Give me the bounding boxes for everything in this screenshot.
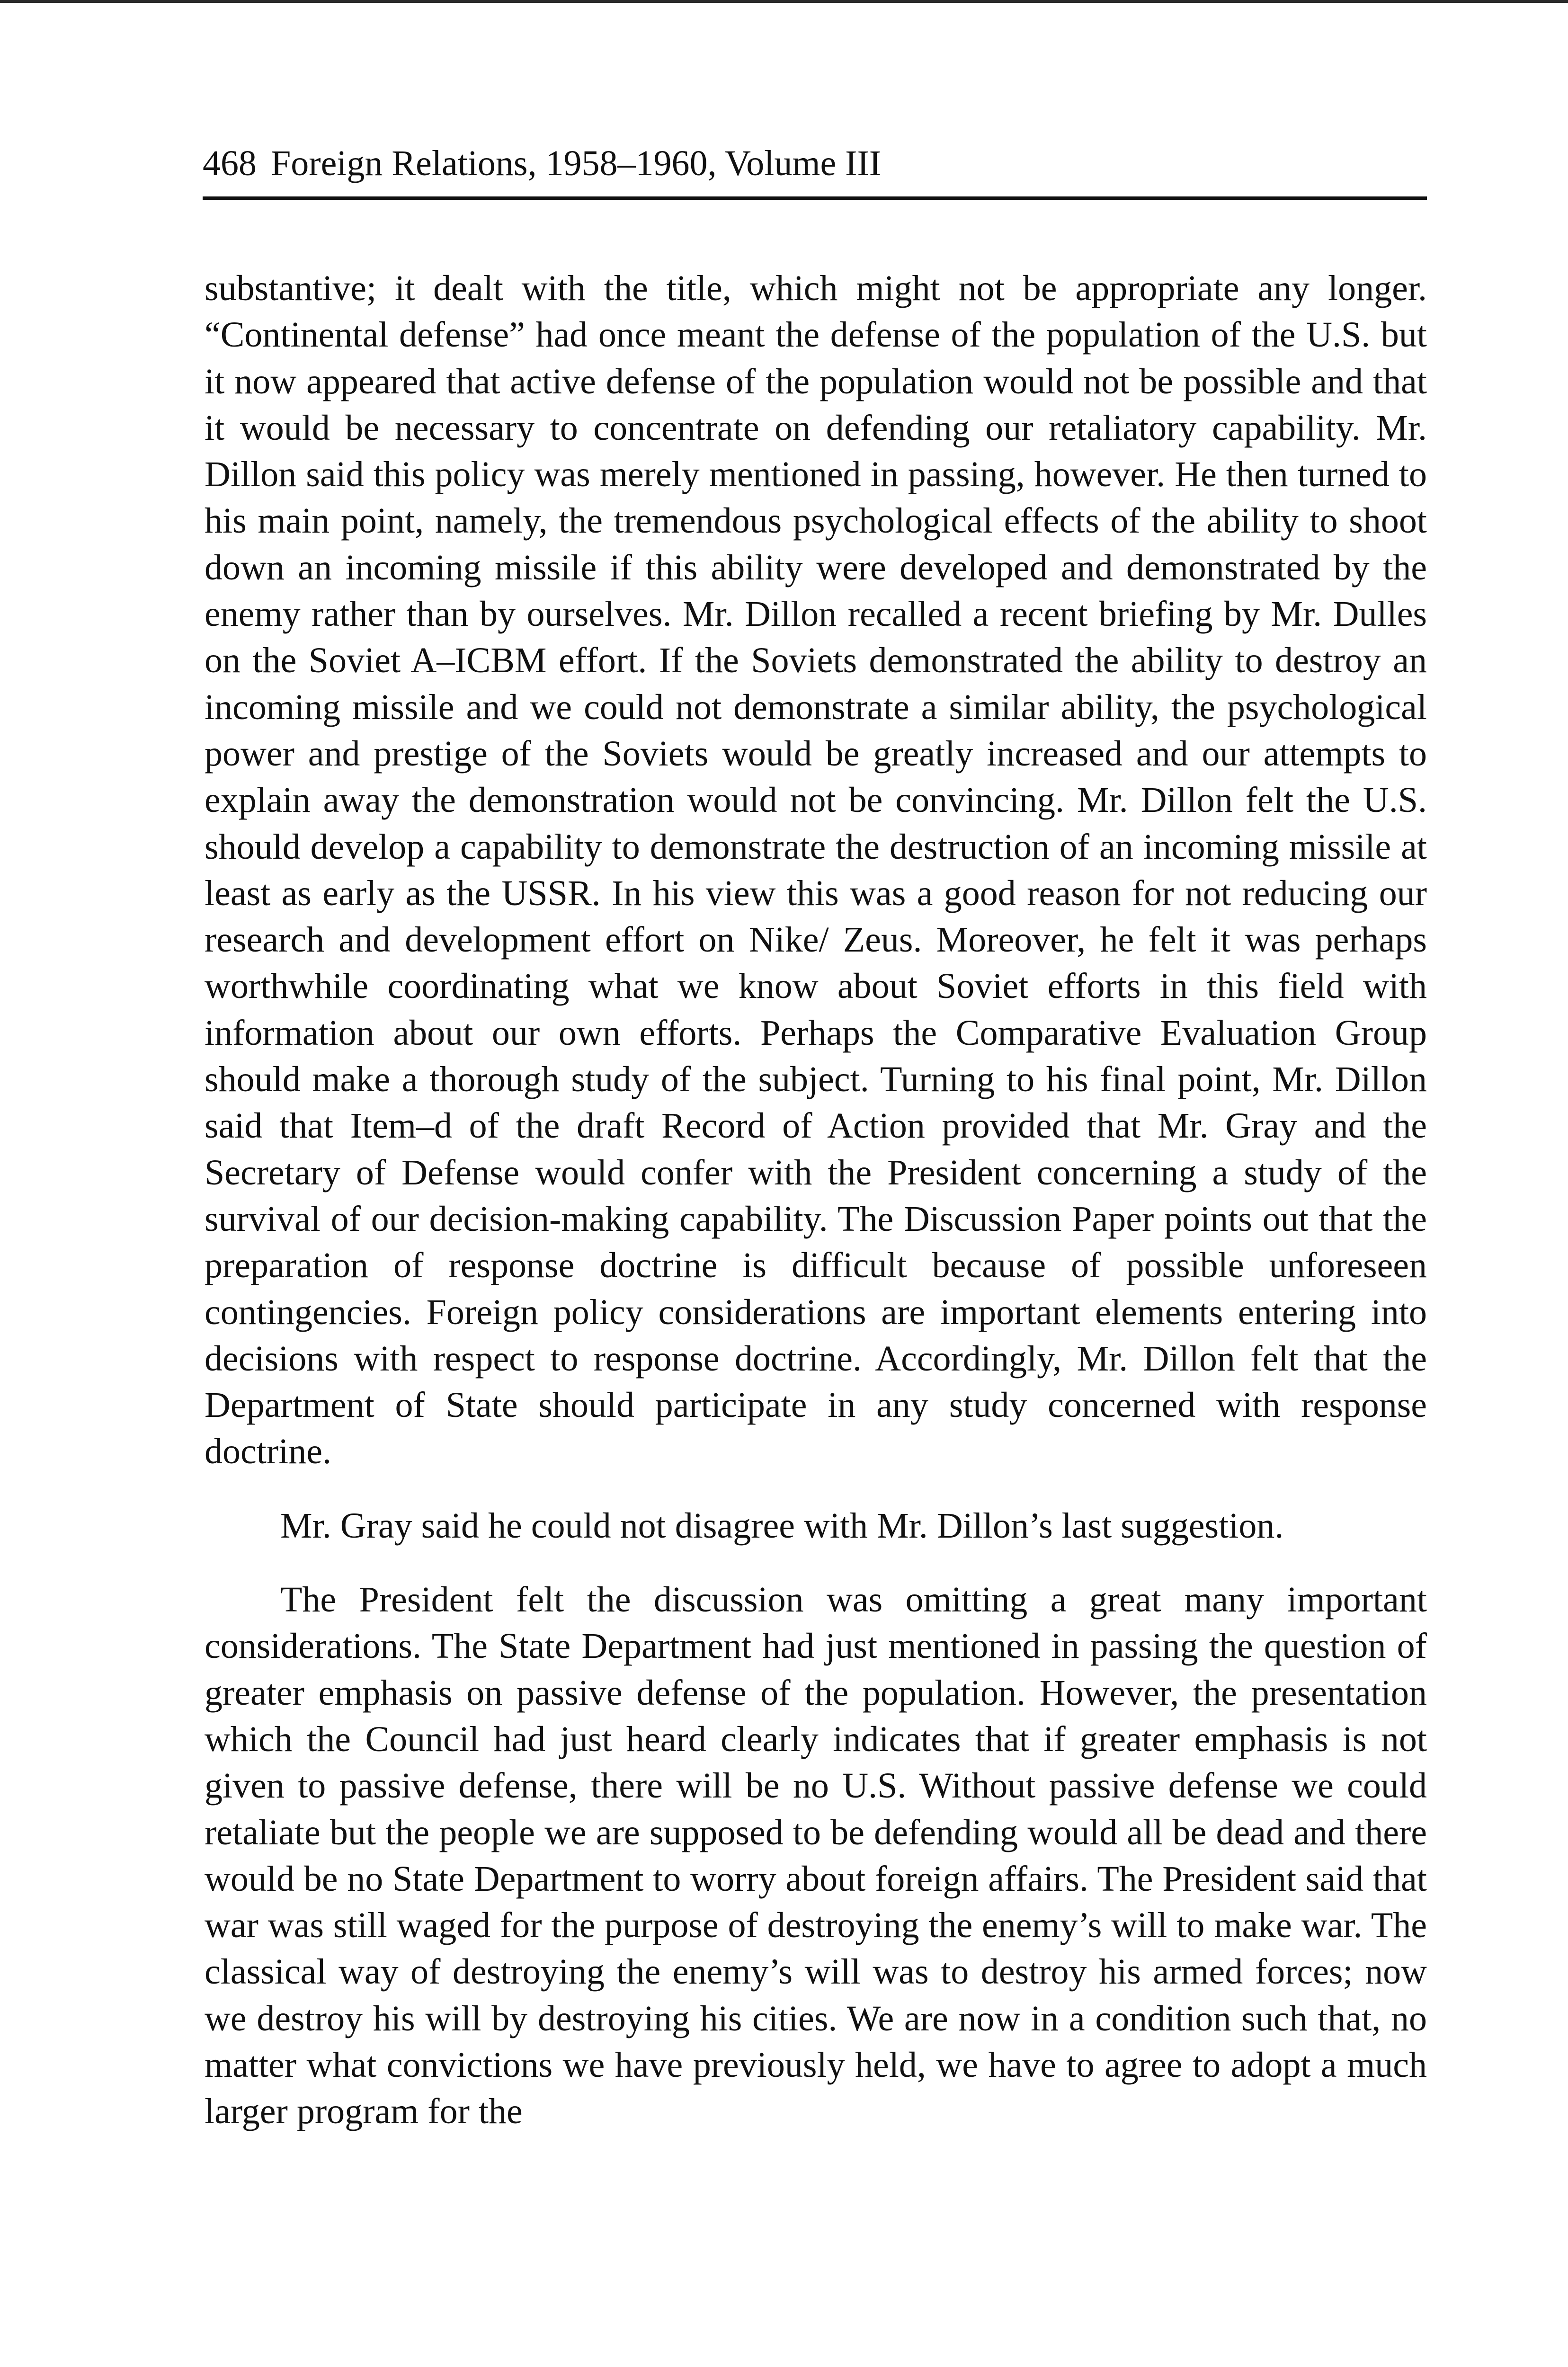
header-rule [203,196,1427,200]
paragraph-dillon-continued: substantive; it dealt with the title, which might not be appropriate any longer. “Continental defense” had once meant the defense of the population of the U.S. but it now appeared that active defense of the population would not be possible and that it would be necessary to concentrate on defending our retaliatory capability. Mr. Dillon said this policy was merely mentioned in passing, however. He then turned to his main point, namely, the tremendous psychological effects of the ability to shoot down an incoming missile if this ability were developed and demonstrated by the enemy rather than by ourselves. Mr. Dillon recalled a recent briefing by Mr. Dulles on the Soviet A–ICBM effort. If the Soviets demonstrated the ability to destroy an incoming missile and we could not demonstrate a similar ability, the psychological power and prestige of the Soviets would be greatly increased and our attempts to explain away the demonstration would not be convincing. Mr. Dillon felt the U.S. should develop a capability to demonstrate the destruction of an incoming missile at least as early as the USSR. In his view this was a good reason for not reducing our research and development effort on Nike/ Zeus. Moreover, he felt it was perhaps worthwhile coordinating what we know about Soviet efforts in this field with information about our own efforts. Perhaps the Comparative Evaluation Group should make a thorough study of the subject. Turning to his final point, Mr. Dillon said that Item–d of the draft Record of Action provided that Mr. Gray and the Secretary of Defense would confer with the President concerning a study of the survival of our decision-making capability. The Discussion Paper points out that the preparation of response doctrine is difficult because of possible unforeseen contingencies. Foreign policy considerations are important elements entering into decisions with respect to response doctrine. Accordingly, Mr. Dillon felt that the Department of State should participate in any study concerned with response doctrine. [205,268,1427,1472]
paragraph-president-remarks: The President felt the discussion was omitting a great many important considerations. The State Department had just mentioned in passing the question of greater emphasis on passive defense of the population. However, the presentation which the Council had just heard clearly indicates that if greater emphasis is not given to passive defense, there will be no U.S. Without passive defense we could retaliate but the people we are supposed to be defending would all be dead and there would be no State Department to worry about foreign affairs. The President said that war was still waged for the purpose of destroying the enemy’s will to make war. The classical way of destroying the enemy’s will was to destroy his armed forces; now we destroy his will by destroying his cities. We are now in a condition such that, no matter what convictions we have previously held, we have to agree to adopt a much larger program for the [205,1580,1427,2132]
paragraph-gray-reply: Mr. Gray said he could not disagree with Mr. Dillon’s last suggestion. [280,1505,1284,1546]
body-text [205,265,1427,2135]
page-top-edge [0,0,1568,3]
page-number: 468 [203,143,257,183]
publication-title: Foreign Relations, 1958–1960, Volume III [271,143,882,183]
running-head [203,137,1427,189]
